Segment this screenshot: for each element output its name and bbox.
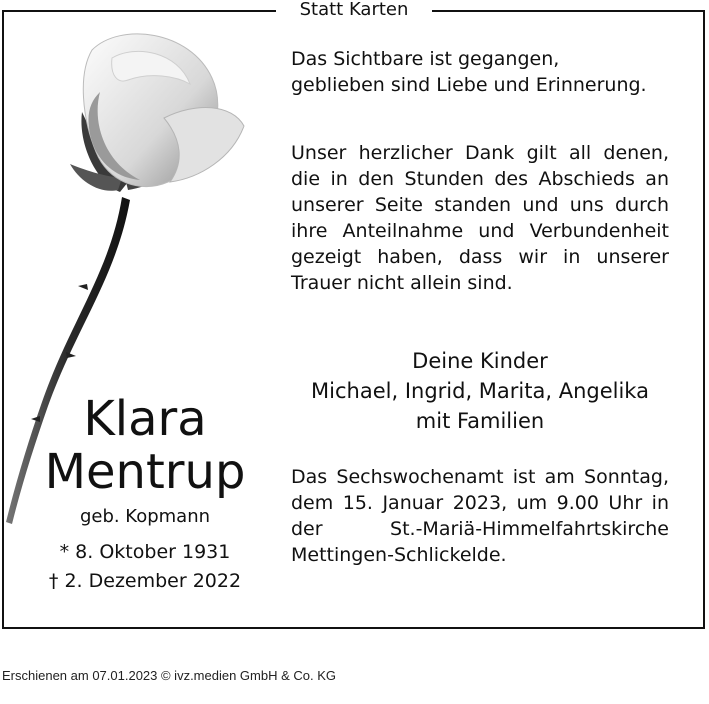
deceased-last-name: Mentrup [44, 444, 246, 500]
deceased-block [30, 392, 260, 596]
service-text: Das Sechswochenamt ist am Sonntag, dem 15. Januar 2023, um 9.00 Uhr in der St.-Mariä-Himmelfahrtskirche Mettingen-Schlickelde. [291, 466, 669, 566]
mourners-block [291, 346, 669, 436]
mourners-line-1: Deine Kinder [412, 349, 548, 373]
header-label: Statt Karten [276, 0, 432, 20]
birth-date: * 8. Oktober 1931 [59, 541, 231, 563]
motto-line-2: geblieben sind Liebe und Erinnerung. [291, 74, 647, 96]
service-paragraph [291, 464, 669, 568]
thanks-paragraph [291, 140, 669, 296]
mourners-line-2: Michael, Ingrid, Marita, Angelika [311, 379, 649, 403]
motto-line-1: Das Sichtbare ist gegangen, [291, 48, 560, 70]
life-dates [30, 538, 260, 596]
deceased-first-name: Klara [83, 391, 207, 447]
motto [291, 46, 669, 98]
thanks-text: Unser herzlicher Dank gilt all denen, die in den Stunden des Abschieds an unserer Seite standen und uns durch ihre Anteilnahme und Verbundenheit gezeigt haben, dass wir in unserer Trauer nicht allein sind. [291, 142, 669, 294]
birth-name: geb. Kopmann [79, 506, 211, 527]
publication-footer: Erschienen am 07.01.2023 © ivz.medien GmbH & Co. KG [2, 668, 337, 683]
mourners-line-3: mit Familien [415, 409, 545, 433]
death-date: † 2. Dezember 2022 [48, 570, 242, 592]
